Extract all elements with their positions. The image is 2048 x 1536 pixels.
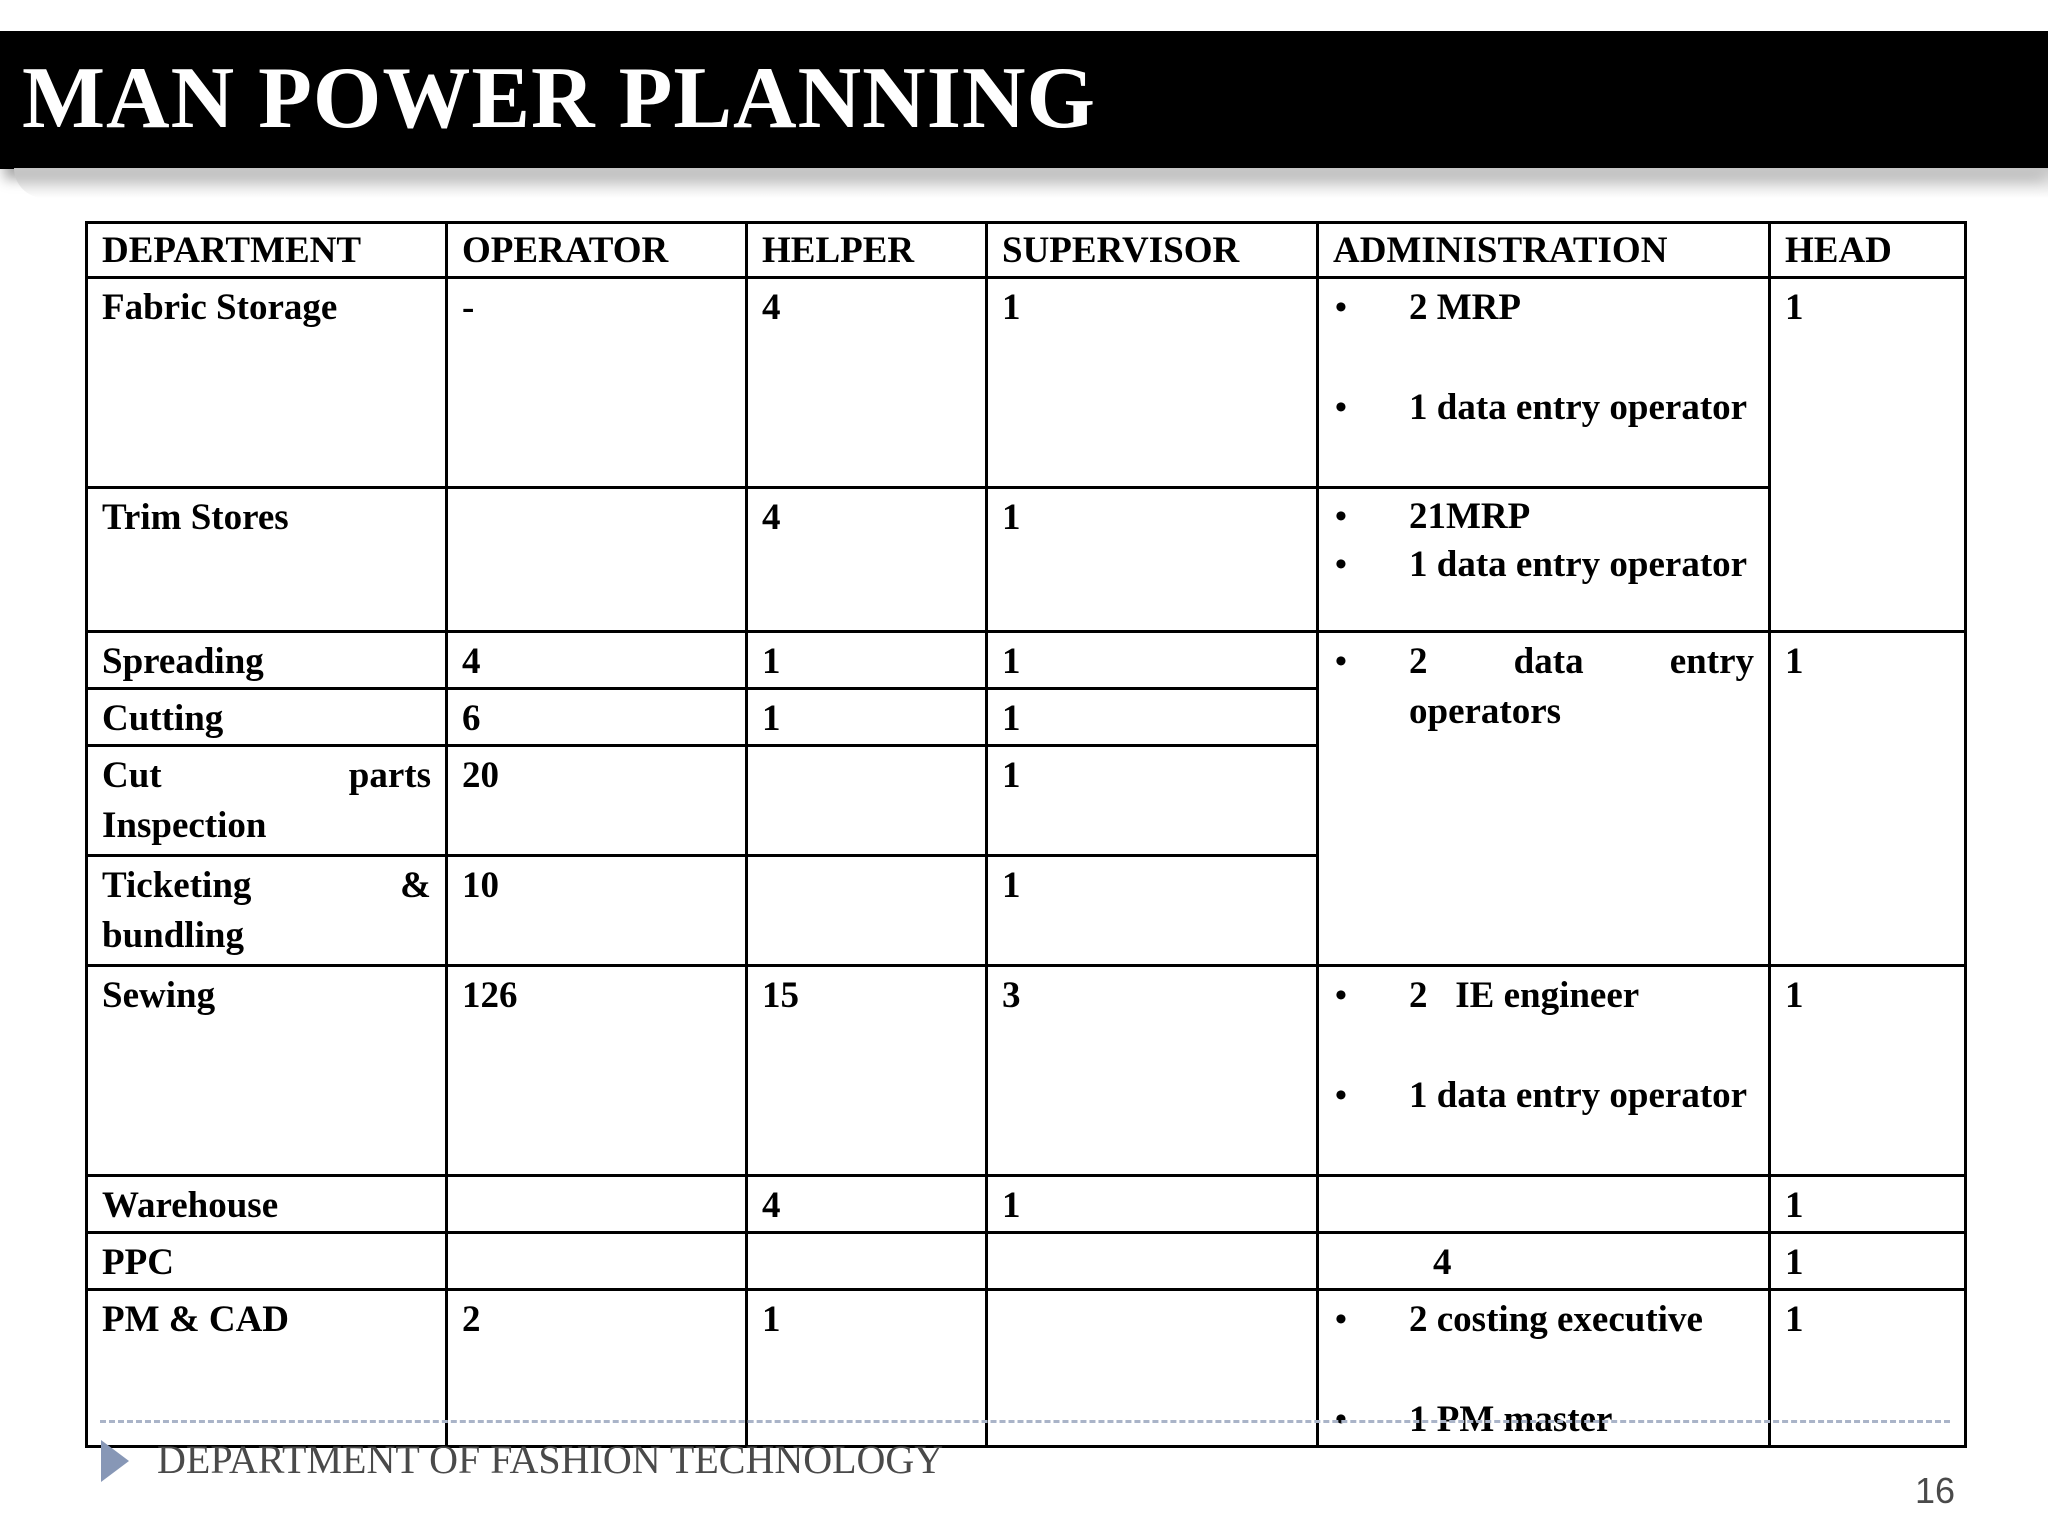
cell-supervisor: 3 [987,966,1318,1176]
dept-word: parts [348,755,431,796]
cell-supervisor: 1 [987,1176,1318,1233]
table-row-warehouse [87,1176,1966,1233]
cell-head: 1 [1770,632,1966,966]
dept-word: Cut [102,755,162,796]
admin-item: • 1 data entry operator [1333,383,1754,433]
cell-helper: 4 [747,278,987,488]
table-row-fabric-storage [87,278,1966,488]
dept-line [102,861,431,911]
cell-supervisor [987,1233,1318,1290]
cell-department: Sewing [87,966,447,1176]
cell-department: Trim Stores [87,488,447,632]
header-supervisor: SUPERVISOR [987,223,1318,278]
cell-helper: 1 [747,689,987,746]
footer-divider [100,1420,1950,1423]
cell-helper: 1 [747,1290,987,1447]
dept-word: Inspection [102,805,267,846]
cell-administration [1318,278,1770,488]
cell-supervisor: 1 [987,632,1318,689]
cell-department: Fabric Storage [87,278,447,488]
cell-helper: 4 [747,1176,987,1233]
admin-item: • 2 MRP [1333,283,1754,333]
cell-administration [1318,632,1770,966]
cell-operator: 126 [447,966,747,1176]
dept-word: bundling [102,915,244,956]
cell-supervisor: 1 [987,856,1318,966]
cell-supervisor: 1 [987,689,1318,746]
cell-department [87,856,447,966]
cell-operator: 20 [447,746,747,856]
admin-item: • 21MRP [1333,493,1754,541]
admin-list [1333,493,1754,589]
cell-administration [1318,966,1770,1176]
cell-helper: 4 [747,488,987,632]
cell-head: 1 [1770,278,1966,632]
cell-helper: 15 [747,966,987,1176]
admin-item: • 2 costing executive [1333,1295,1754,1345]
footer-department: DEPARTMENT OF FASHION TECHNOLOGY [157,1437,944,1482]
cell-operator: 2 [447,1290,747,1447]
cell-head: 1 [1770,1290,1966,1447]
manpower-table [85,221,1967,1448]
header-helper: HELPER [747,223,987,278]
cell-supervisor: 1 [987,746,1318,856]
cell-supervisor: 1 [987,278,1318,488]
admin-item: • 1 data entry operator [1333,1071,1754,1121]
page-title: MAN POWER PLANNING [22,50,1096,147]
cell-administration [1318,488,1770,632]
cell-department [87,746,447,856]
header-head: HEAD [1770,223,1966,278]
admin-list [1333,637,1754,737]
cell-department: PM & CAD [87,1290,447,1447]
admin-list [1333,971,1754,1121]
admin-list [1333,283,1754,433]
cell-operator [447,1176,747,1233]
header-administration: ADMINISTRATION [1318,223,1770,278]
admin-item: • 1 data entry operator [1333,541,1754,589]
cell-head: 1 [1770,966,1966,1176]
dept-word: Ticketing [102,865,252,906]
cell-head: 1 [1770,1176,1966,1233]
admin-value: 4 [1433,1242,1452,1283]
dept-line [102,751,431,801]
admin-item: • 1 PM master [1333,1395,1754,1445]
table-row-trim-stores [87,488,1966,632]
table-row-spreading [87,632,1966,689]
cell-department: Spreading [87,632,447,689]
cell-operator: 6 [447,689,747,746]
cell-operator: 10 [447,856,747,966]
header-department: DEPARTMENT [87,223,447,278]
admin-item: • 2 IE engineer [1333,971,1754,1021]
title-shadow [14,168,2048,198]
cell-helper [747,746,987,856]
dept-word: & [400,865,431,906]
footer-arrow-icon [101,1440,129,1482]
table-row-sewing [87,966,1966,1176]
cell-operator [447,488,747,632]
header-operator: OPERATOR [447,223,747,278]
cell-operator: - [447,278,747,488]
cell-supervisor: 1 [987,488,1318,632]
cell-helper [747,1233,987,1290]
cell-helper: 1 [747,632,987,689]
cell-operator: 4 [447,632,747,689]
cell-helper [747,856,987,966]
cell-administration [1318,1176,1770,1233]
page-number: 16 [1915,1470,1956,1511]
admin-item: • 2 data entry operators [1333,637,1754,737]
cell-department: Warehouse [87,1176,447,1233]
table-row-ppc [87,1233,1966,1290]
cell-department: Cutting [87,689,447,746]
table-header-row [87,223,1966,278]
cell-administration [1318,1233,1770,1290]
cell-head: 1 [1770,1233,1966,1290]
cell-department: PPC [87,1233,447,1290]
cell-operator [447,1233,747,1290]
